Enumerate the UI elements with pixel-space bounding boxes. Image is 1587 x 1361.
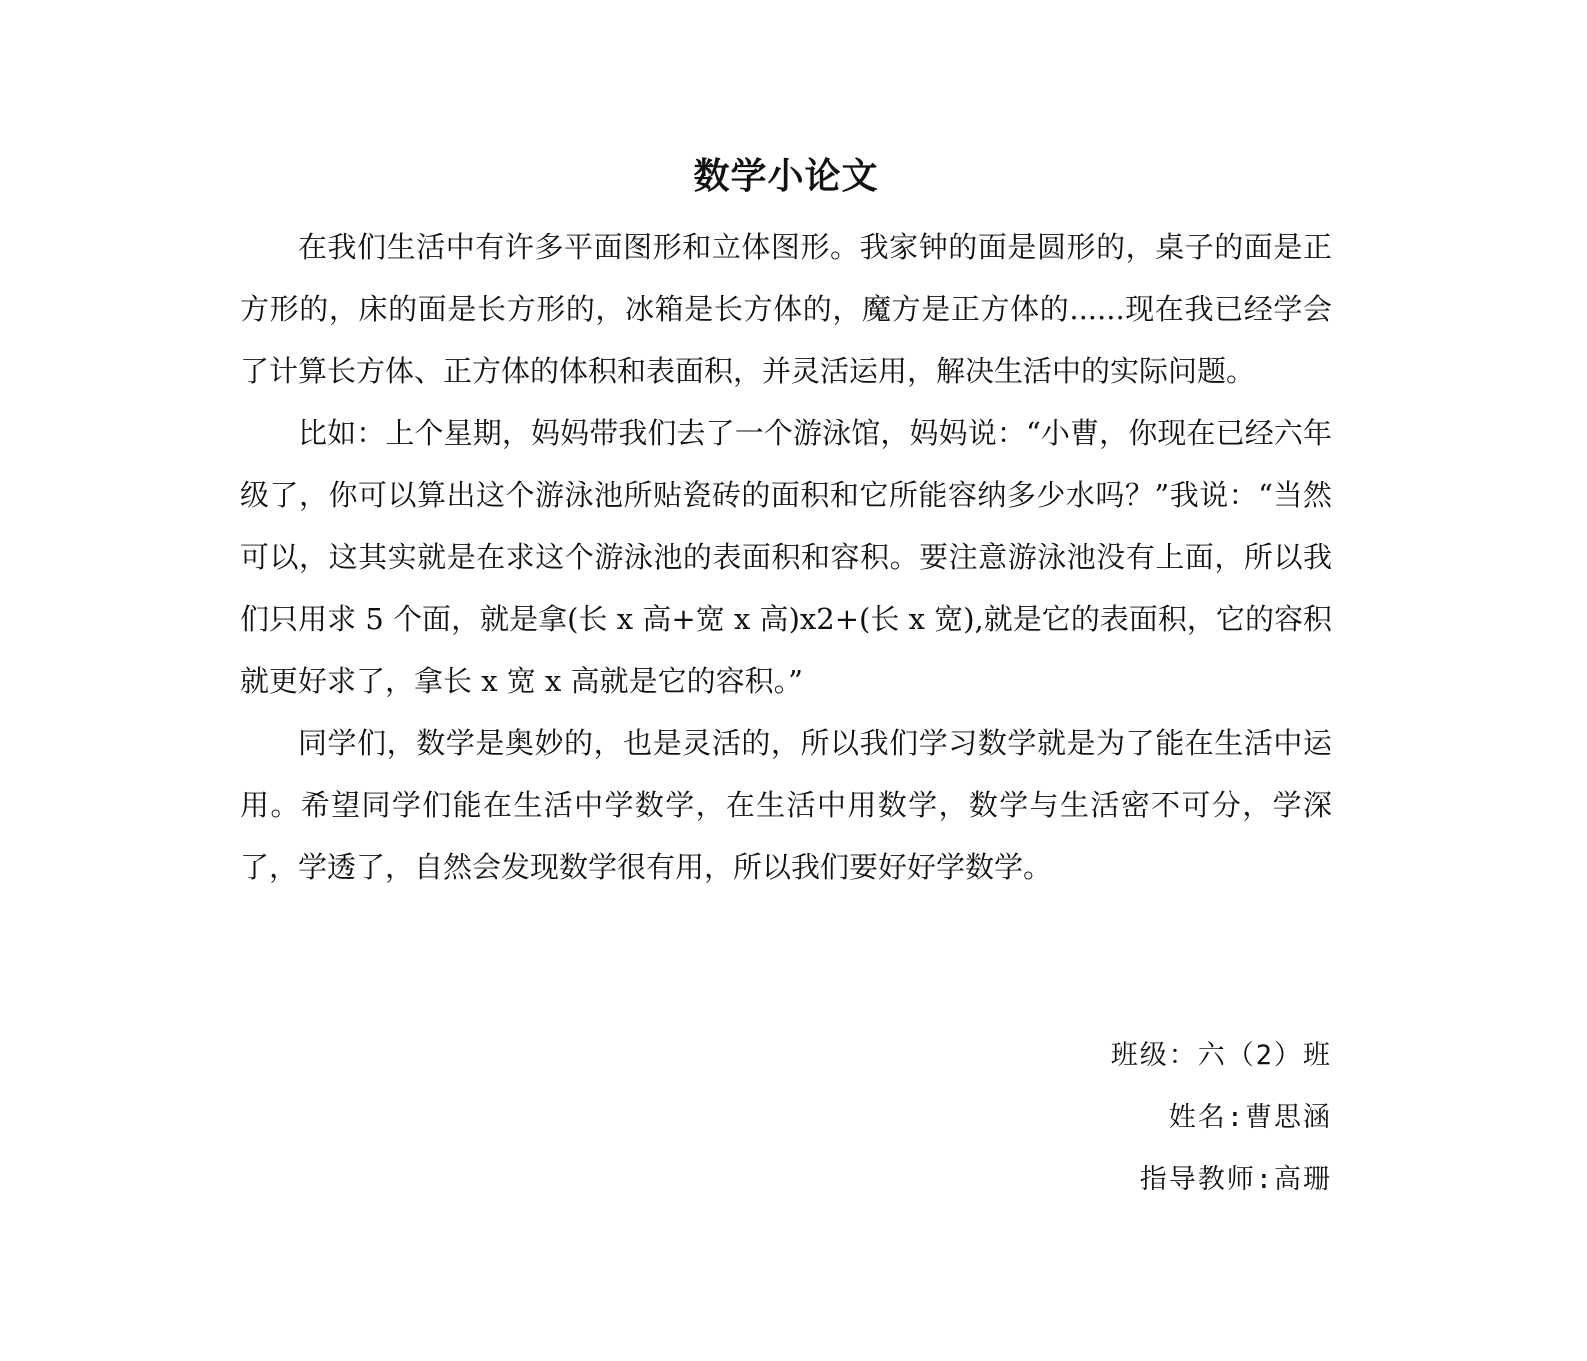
class-line: 班级：六（2）班 xyxy=(1110,1040,1332,1071)
signature-block xyxy=(912,1025,1332,1211)
teacher-line: 指导教师:高珊 xyxy=(1139,1164,1332,1195)
paragraph-intro: 在我们生活中有许多平面图形和立体图形。我家钟的面是圆形的，桌子的面是正方形的，床的面是长方形的，冰箱是长方体的，魔方是正方体的......现在我已经学会了计算长方体、正方体的体积和表面积，并灵活运用，解决生活中的实际问题。 xyxy=(240,230,1332,388)
document-title: 数学小论文 xyxy=(693,155,879,197)
paragraph-example: 比如：上个星期，妈妈带我们去了一个游泳馆，妈妈说：“小曹，你现在已经六年级了，你可以算出这个游泳池所贴瓷砖的面积和它所能容纳多少水吗？”我说：“当然可以，这其实就是在求这个游泳池的表面积和容积。要注意游泳池没有上面，所以我们只用求 5 个面，就是拿(长 x 高+宽 x 高)x2+(长 x 宽),就是它的表面积，它的容积就更好求了，拿长 x 宽 x 高就是它的容积。” xyxy=(240,416,1332,698)
document-content xyxy=(240,150,1332,898)
paragraph-conclusion: 同学们，数学是奥妙的，也是灵活的，所以我们学习数学就是为了能在生活中运用。希望同学们能在生活中学数学，在生活中用数学，数学与生活密不可分，学深了，学透了，自然会发现数学很有用，所以我们要好好学数学。 xyxy=(240,726,1332,884)
name-line: 姓名:曹思涵 xyxy=(1168,1102,1332,1133)
